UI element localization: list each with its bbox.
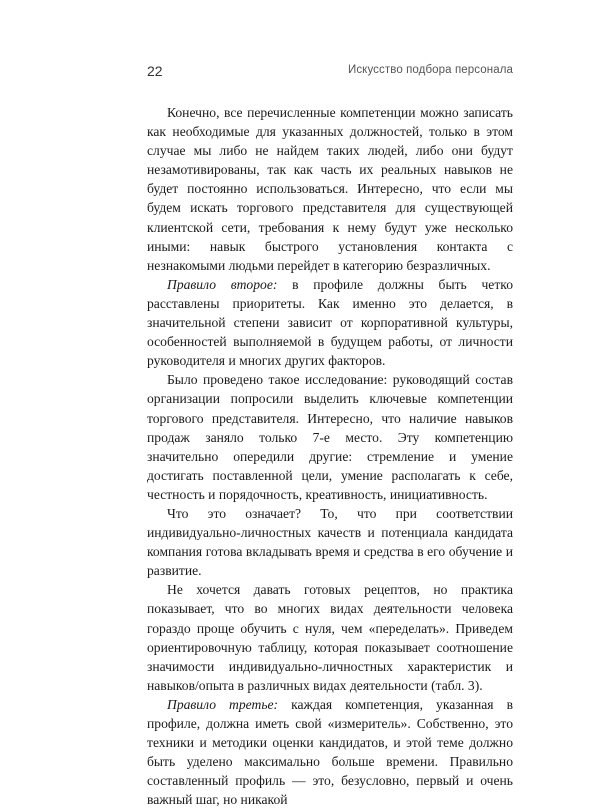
paragraph (147, 695, 513, 809)
paragraph-text: Что это означает? То, что при соответствии индивидуально-личностных качеств и потенциала кандидата компания готова вкладывать время и средства в его обучение и развитие. (147, 505, 513, 579)
paragraph-lead: Правило второе: (167, 276, 278, 292)
paragraph-text: Конечно, все перечисленные компетенции можно записать как необходимые для указанных должностей, только в этом случае мы либо не найдем таких людей, либо они будут незамотивированы, так как часть их реальных навыков не будет постоянно использоваться. Интересно, что если мы будем искать торгового представителя для существующей клиентской сети, требования к нему будут уже несколько иными: навык быстрого установления контакта с незнакомыми людьми перейдет в категорию безразличных. (147, 105, 513, 273)
paragraph-text: Не хочется давать готовых рецептов, но практика показывает, что во многих видах деятельности человека гораздо проще обучить с нуля, чем «переделать». Приведем ориентировочную таблицу, которая показывает соотношение значимости индивидуально-личностных характеристик и навыков/опыта в различных видах деятельности (табл. 3). (147, 582, 513, 693)
paragraph-text: каждая компетенция, указанная в профиле, должна иметь свой «измеритель». Собственно, это техники и методики оценки кандидатов, и этой теме должно быть уделено максимально больше времени. Правильно составленный профиль — это, безусловно, первый и очень важный шаг, но никакой (147, 696, 513, 808)
paragraph (147, 103, 513, 275)
paragraph (147, 275, 513, 370)
page-number: 22 (147, 63, 163, 79)
paragraph-text: в профиле должны быть четко расставлены приоритеты. Как именно это делается, в значительной степени зависит от корпоративной культуры, особенностей выполняемой в будущем работы, от личности руководителя и многих других факторов. (147, 276, 513, 369)
paragraph-text: Было проведено такое исследование: руководящий состав организации попросили выделить ключевые компетенции торгового представителя. Интересно, что наличие навыков продаж заняло только 7-е место. Эту компетенцию значительно опередили другие: стремление и умение достигать поставленной цели, умение располагать к себе, честность и порядочность, креативность, инициативность. (147, 372, 513, 502)
paragraph-lead: Правило третье: (167, 696, 279, 712)
paragraph (147, 504, 513, 580)
page-header (147, 63, 513, 81)
running-title: Искусство подбора персонала (347, 64, 513, 76)
paragraph (147, 580, 513, 695)
paragraph (147, 370, 513, 504)
body-text (147, 103, 513, 809)
